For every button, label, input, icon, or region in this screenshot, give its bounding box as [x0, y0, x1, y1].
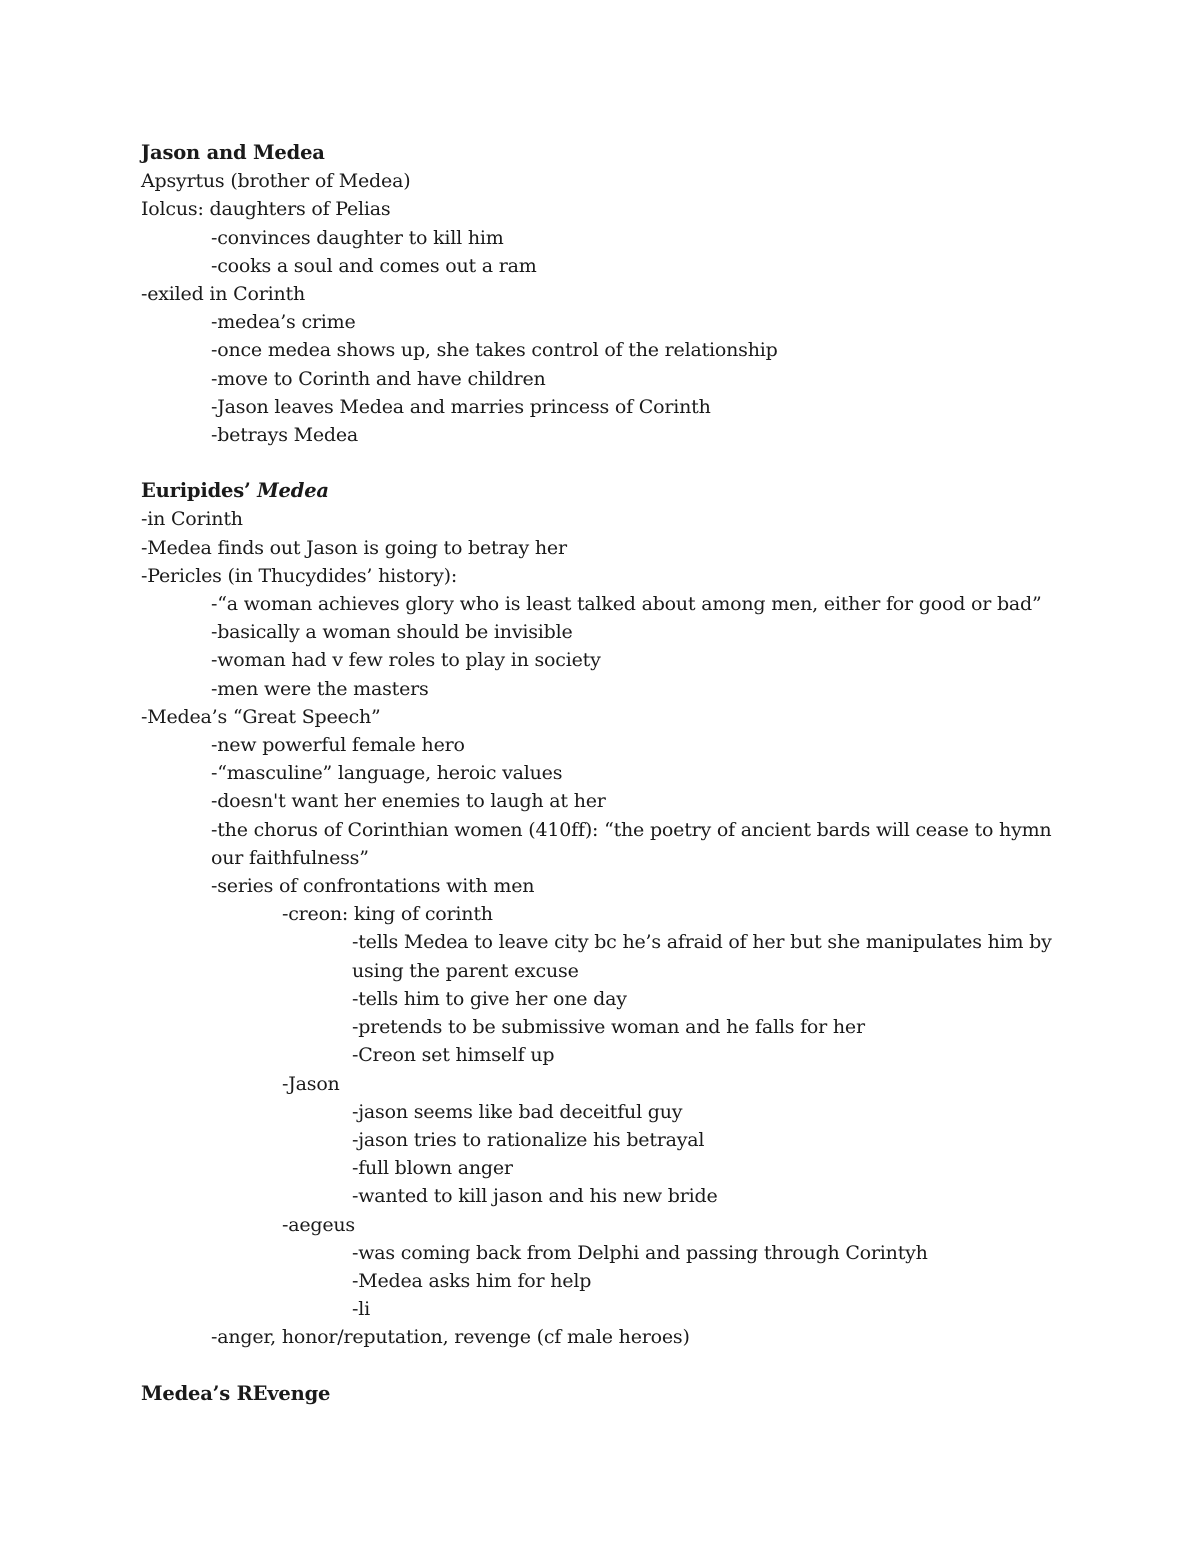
heading-medeas-revenge: Medea’s REvenge	[141, 1381, 331, 1405]
note-line: -was coming back from Delphi and passing through Corintyh	[352, 1241, 928, 1264]
note-line: -anger, honor/reputation, revenge (cf male heroes)	[211, 1326, 690, 1349]
note-line: -li	[352, 1298, 370, 1321]
note-line: -betrays Medea	[211, 424, 359, 447]
note-line: -jason seems like bad deceitful guy	[352, 1100, 683, 1123]
note-line: -Medea’s “Great Speech”	[141, 705, 381, 728]
heading-italic-title: Medea	[257, 479, 329, 503]
note-line: -doesn't want her enemies to laugh at her	[211, 790, 606, 813]
note-line: -series of confrontations with men	[211, 875, 535, 898]
note-line: -Creon set himself up	[352, 1044, 555, 1067]
note-line: -the chorus of Corinthian women (410ff): “the poetry of ancient bards will cease to hymn	[211, 818, 1052, 841]
note-line: -jason tries to rationalize his betrayal	[352, 1128, 705, 1151]
note-line: -tells him to give her one day	[352, 987, 627, 1010]
note-line: -“masculine” language, heroic values	[211, 762, 563, 785]
note-line: -convinces daughter to kill him	[211, 226, 504, 249]
note-line: -Medea asks him for help	[352, 1269, 592, 1292]
note-line: -cooks a soul and comes out a ram	[211, 254, 537, 277]
note-line: -“a woman achieves glory who is least talked about among men, either for good or bad”	[211, 593, 1042, 616]
note-line: -Jason leaves Medea and marries princess of Corinth	[211, 395, 711, 418]
note-line: -full blown anger	[352, 1157, 513, 1180]
note-line: our faithfulness”	[211, 846, 369, 869]
note-line: -pretends to be submissive woman and he falls for her	[352, 1016, 865, 1039]
note-line: -Pericles (in Thucydides’ history):	[141, 564, 458, 587]
note-line: -woman had v few roles to play in society	[211, 649, 601, 672]
document-page	[141, 139, 1071, 1408]
note-line: -aegeus	[282, 1213, 355, 1236]
note-line: Apsyrtus (brother of Medea)	[141, 170, 411, 193]
note-line: using the parent excuse	[352, 959, 579, 982]
note-line: -tells Medea to leave city bc he’s afraid of her but she manipulates him by	[352, 931, 1052, 954]
note-line: -exiled in Corinth	[141, 283, 305, 306]
note-line: -basically a woman should be invisible	[211, 621, 573, 644]
heading-jason-and-medea: Jason and Medea	[141, 141, 325, 164]
note-line: -Medea finds out Jason is going to betray her	[141, 536, 567, 559]
note-line: -men were the masters	[211, 677, 429, 700]
note-line: -new powerful female hero	[211, 734, 465, 757]
note-line: Iolcus: daughters of Pelias	[141, 198, 391, 221]
note-line: -in Corinth	[141, 508, 243, 531]
note-line: -medea’s crime	[211, 311, 356, 334]
note-line: -creon: king of corinth	[282, 903, 493, 926]
note-line: -Jason	[282, 1072, 340, 1095]
note-line: -once medea shows up, she takes control of the relationship	[211, 339, 778, 362]
paragraph-gap	[141, 1352, 1071, 1380]
paragraph-gap	[141, 449, 1071, 477]
heading-prefix: Euripides’	[141, 479, 258, 503]
note-line: -move to Corinth and have children	[211, 367, 546, 390]
heading-euripides-medea	[141, 477, 1071, 505]
note-line: -wanted to kill jason and his new bride	[352, 1185, 718, 1208]
